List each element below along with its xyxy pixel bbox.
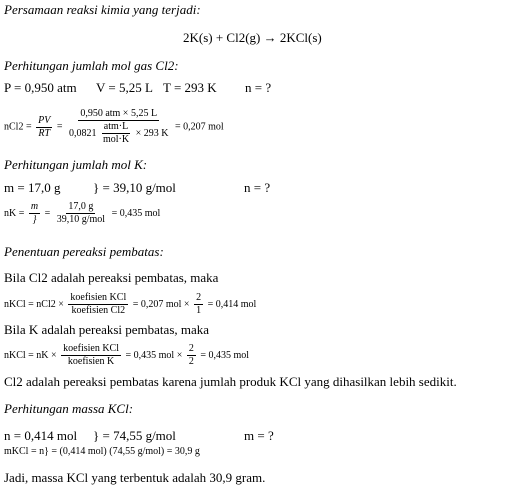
cl2-given-t: T = 293 K	[163, 80, 217, 95]
cl2-calc-lhs: nCl2 =	[4, 121, 32, 133]
mass-heading: Perhitungan massa KCl:	[4, 401, 134, 416]
mass-calc: mKCl = n} = (0,414 mol) (74,55 g/mol) = 30,9 g	[4, 446, 200, 457]
k-given-m: m = 17,0 g	[4, 180, 61, 195]
limiting-conclusion: Cl2 adalah pereaksi pembatas karena jumlah produk KCl yang dihasilkan lebih sedikit.	[4, 374, 457, 389]
case-cl2-text: Bila Cl2 adalah pereaksi pembatas, maka	[4, 270, 219, 285]
cl2-calc-pv: PV	[38, 114, 51, 126]
case-k-den: koefisien K	[67, 356, 115, 367]
case-k-fnum: 2	[188, 343, 194, 354]
cl2-calc-rt: RT	[38, 127, 51, 139]
case-k-text: Bila K adalah pereaksi pembatas, maka	[4, 322, 210, 337]
case-cl2-mid: = 0,207 mol ×	[132, 298, 190, 310]
k-calc-num: 17,0 g	[68, 201, 94, 212]
cl2-calc-den-left: 0,0821	[68, 127, 97, 139]
k-calc-mm: }	[32, 214, 37, 225]
reaction-equation: 2K(s) + Cl2(g) → 2KCl(s)	[183, 30, 322, 45]
final-statement: Jadi, massa KCl yang terbentuk adalah 30,9 gram.	[4, 470, 266, 485]
case-cl2-fden: 1	[196, 305, 202, 316]
cl2-given-n: n = ?	[245, 80, 272, 95]
k-given-mm: } = 39,10 g/mol	[93, 180, 176, 195]
mol-cl2-heading: Perhitungan jumlah mol gas Cl2:	[4, 58, 179, 73]
case-cl2-calc	[4, 292, 256, 317]
case-cl2-fnum: 2	[196, 292, 202, 303]
limiting-heading: Penentuan pereaksi pembatas:	[4, 244, 164, 259]
cl2-calc-num: 0,950 atm × 5,25 L	[80, 108, 158, 119]
case-cl2-num: koefisien KCl	[70, 292, 127, 303]
case-k-mid: = 0,435 mol ×	[125, 349, 183, 361]
k-calc-result: = 0,435 mol	[111, 207, 161, 219]
k-calc-den: 39,10 g/mol	[56, 214, 106, 225]
cl2-calc-den-unit-den: mol·K	[102, 134, 130, 145]
cl2-calc-den-unit-num: atm·L	[103, 121, 129, 132]
case-k-lhs: nKCl = nK ×	[4, 349, 57, 361]
k-given-n: n = ?	[244, 180, 271, 195]
cl2-given-p: P = 0,950 atm	[4, 80, 77, 95]
case-k-result: = 0,435 mol	[200, 349, 250, 361]
case-cl2-lhs: nKCl = nCl2 ×	[4, 298, 64, 310]
case-cl2-result: = 0,414 mol	[207, 298, 257, 310]
cl2-calc: nCl2 = $\frac{PV}{RT}$ = 0,950 atm × 5,25 L 0,0821 $\frac{\text{atm·L}}{\text{mol·K}}$ × 293 K = 0,207 mol	[4, 108, 224, 145]
reaction-heading: Persamaan reaksi kimia yang terjadi:	[4, 2, 201, 17]
case-k-num: koefisien KCl	[63, 343, 119, 354]
mass-given-mm: } = 74,55 g/mol	[93, 428, 176, 443]
mol-k-heading: Perhitungan jumlah mol K:	[4, 157, 148, 172]
k-calc-lhs: nK =	[4, 207, 25, 219]
case-cl2-den: koefisien Cl2	[71, 305, 126, 316]
case-k-fden: 2	[188, 356, 194, 367]
case-k-calc	[4, 343, 249, 368]
mass-given-n: n = 0,414 mol	[4, 428, 78, 443]
cl2-given-v: V = 5,25 L	[96, 80, 153, 95]
cl2-calc-result: = 0,207 mol	[174, 121, 224, 133]
cl2-calc-den-right: × 293 K	[135, 127, 169, 139]
k-calc-m: m	[30, 201, 39, 212]
k-calc: nK = $\frac{m}{\}}$ = $\frac{17,0 g}{\text{39,10 g/mol}}$ = 0,435 mol	[4, 201, 161, 225]
mass-given-m: m = ?	[244, 428, 274, 443]
